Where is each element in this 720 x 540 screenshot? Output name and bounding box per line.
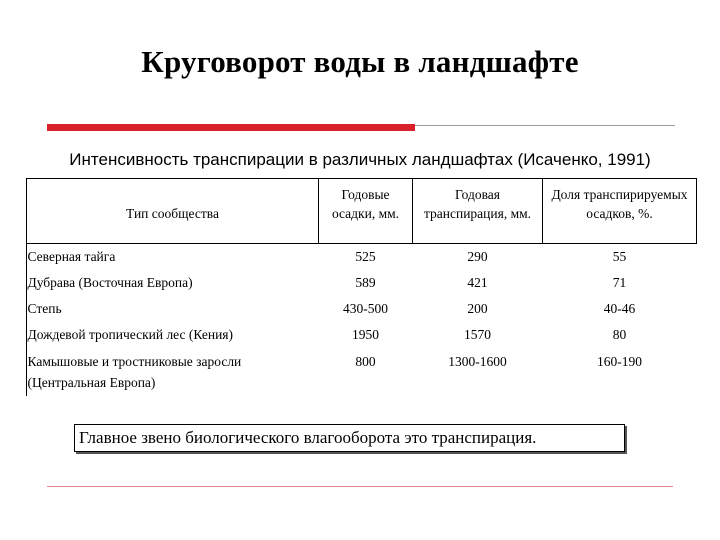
conclusion-box: Главное звено биологического влагооборота это транспирация. [74,424,625,452]
cell-community-type: Северная тайга [27,249,116,264]
title-accent-bar [47,124,415,131]
table-header-row [27,179,697,244]
table-row [27,348,697,399]
cell-share: 71 [612,275,627,290]
transpiration-table [26,178,697,399]
cell-precipitation: 430-500 [343,301,388,316]
cell-transpiration: 421 [467,275,488,290]
header-community-type: Тип сообщества [27,179,319,244]
cell-precipitation: 800 [355,354,376,369]
cell-transpiration: 200 [467,301,488,316]
cell-share: 160-190 [597,354,642,369]
footer-divider-line [47,486,673,487]
header-transpired-share: Доля транспирируемых осадков, %. [543,179,697,244]
header-annual-transpiration: Годовая транспирация, мм. [413,179,543,244]
cell-precipitation: 589 [355,275,376,290]
table-row [27,244,697,271]
cell-transpiration: 1570 [464,327,491,342]
cell-share: 55 [612,249,627,264]
header-annual-precipitation: Годовые осадки, мм. [319,179,413,244]
cell-transpiration: 290 [467,249,488,264]
table-row [27,322,697,348]
table-row [27,270,697,296]
cell-community-type: Дождевой тропический лес (Кения) [27,327,234,342]
table-caption: Интенсивность транспирации в различных ландшафтах (Исаченко, 1991) [69,150,651,169]
title-divider-line [415,125,675,126]
cell-precipitation: 1950 [352,327,379,342]
cell-share: 40-46 [603,301,636,316]
cell-share: 80 [612,327,627,342]
table-row [27,296,697,322]
cell-community-type: Степь [27,301,62,316]
slide-title: Круговорот воды в ландшафте [141,44,579,79]
cell-transpiration: 1300-1600 [448,354,507,369]
cell-precipitation: 525 [355,249,376,264]
cell-community-type: Камышовые и тростниковые заросли (Центральная Европа) [27,354,242,390]
cell-community-type: Дубрава (Восточная Европа) [27,275,193,290]
